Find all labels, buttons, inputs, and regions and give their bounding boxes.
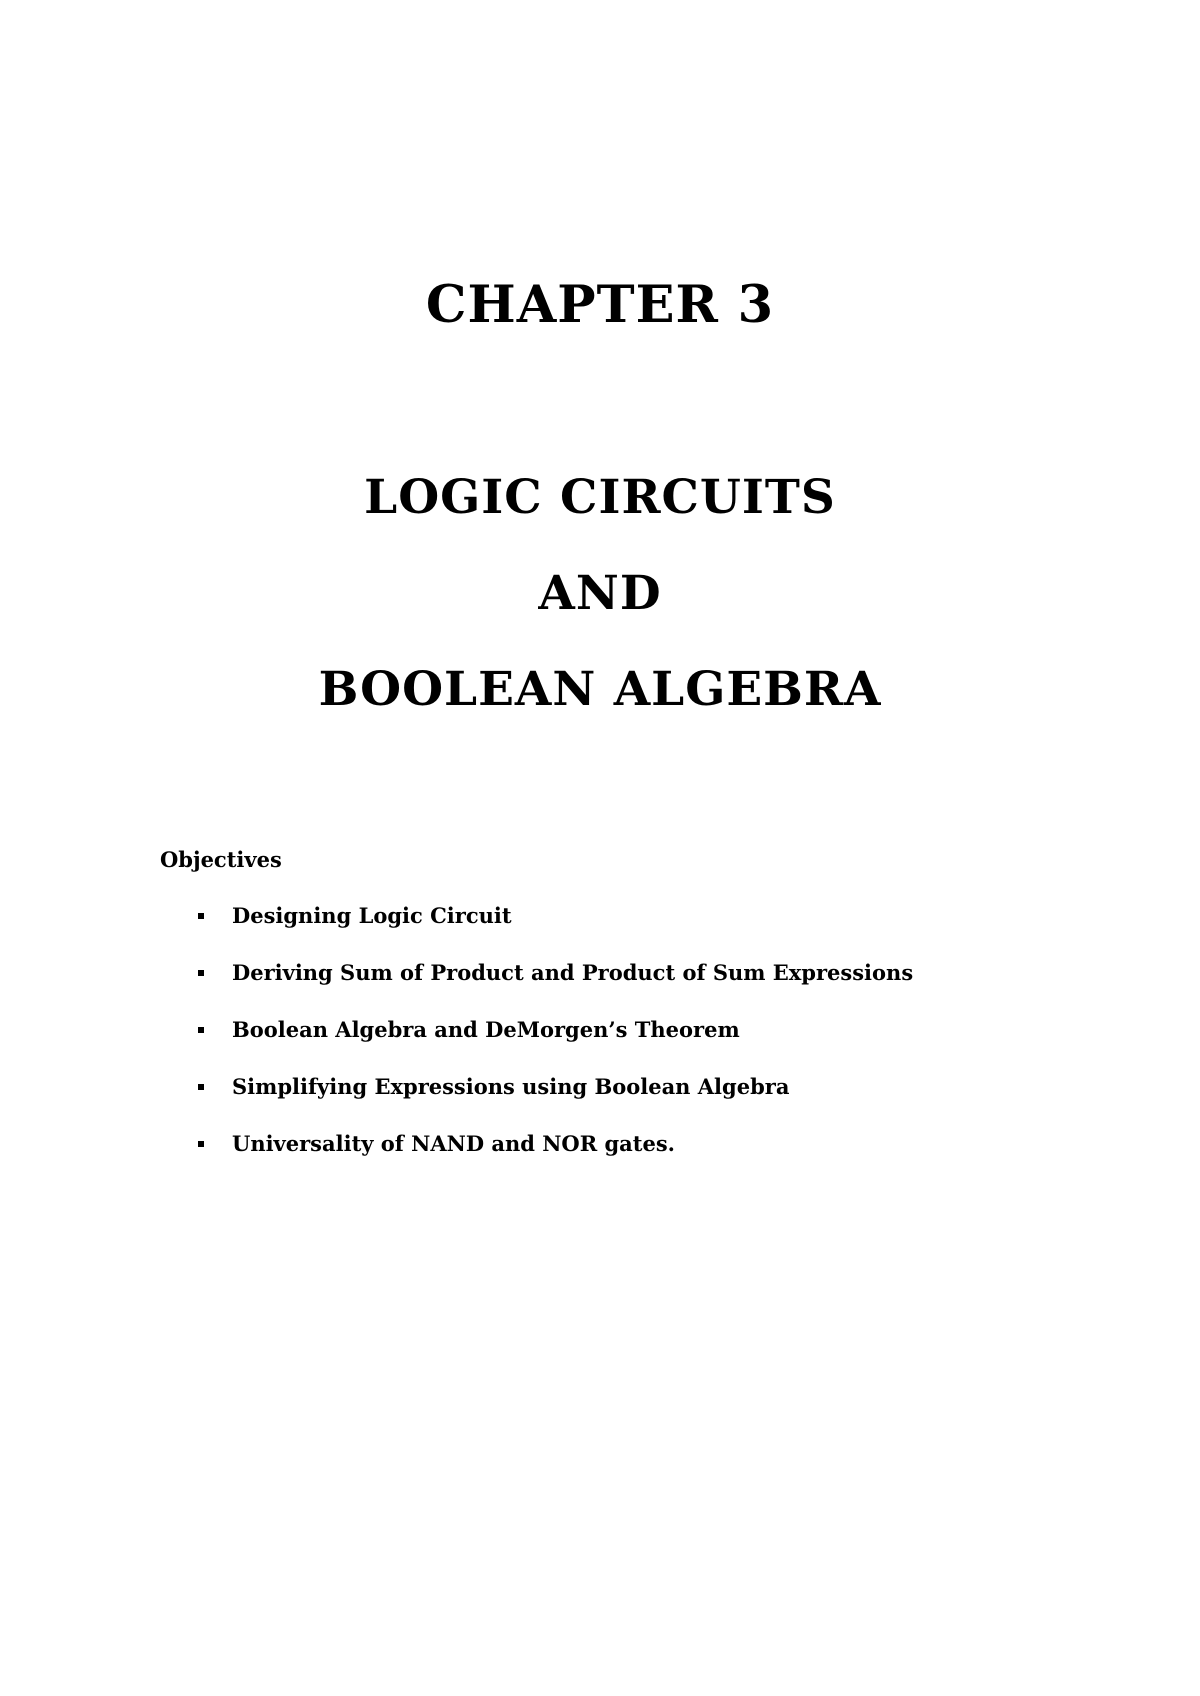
chapter-heading: CHAPTER 3 [425,275,775,335]
objective-text: Designing Logic Circuit [232,903,512,928]
objective-text: Boolean Algebra and DeMorgen’s Theorem [232,1017,740,1042]
objective-text: Deriving Sum of Product and Product of Sum Expressions [232,960,914,985]
chapter-title-line: BOOLEAN ALGEBRA [318,662,882,717]
square-bullet-icon [198,970,204,976]
objective-item [160,1072,913,1129]
objective-item [160,1129,913,1186]
chapter-title-line: AND [538,566,662,621]
objectives-list [160,901,913,1186]
chapter-title [0,466,1200,754]
square-bullet-icon [198,1027,204,1033]
square-bullet-icon [198,1141,204,1147]
objective-text: Simplifying Expressions using Boolean Algebra [232,1074,790,1099]
objective-item [160,958,913,1015]
square-bullet-icon [198,1084,204,1090]
objective-text: Universality of NAND and NOR gates. [232,1131,675,1156]
square-bullet-icon [198,913,204,919]
objectives-heading: Objectives [160,847,282,872]
objective-item [160,901,913,958]
objective-item [160,1015,913,1072]
chapter-title-line: LOGIC CIRCUITS [364,470,836,525]
